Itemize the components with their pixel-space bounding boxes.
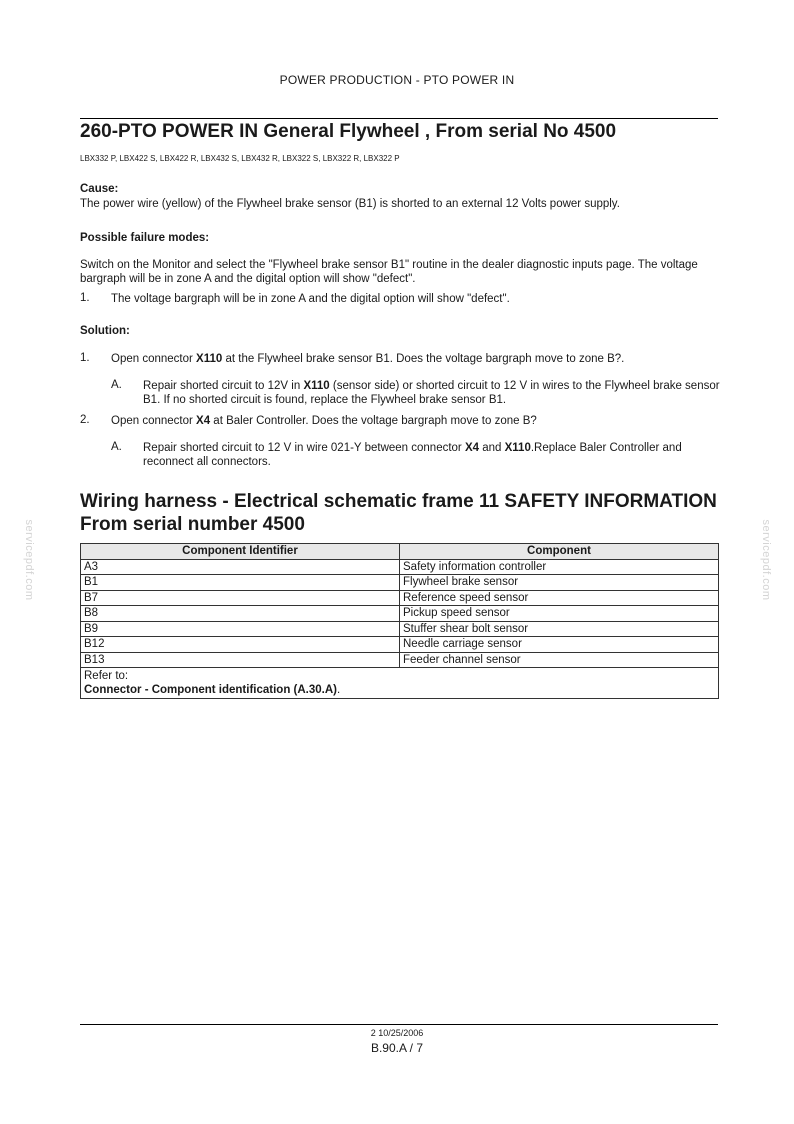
component-id-cell: B13: [81, 652, 400, 668]
connector-ref: X110: [504, 442, 531, 454]
component-name-cell: Reference speed sensor: [400, 590, 719, 606]
refer-label: Refer to:: [84, 670, 129, 682]
wiring-section-title: Wiring harness - Electrical schematic frame 11 SAFETY INFORMATION From serial number 4500: [80, 491, 717, 535]
table-row: [81, 606, 719, 622]
column-header-component: Component: [400, 544, 719, 560]
solution-step-number: 2.: [80, 414, 90, 426]
page-header-title: POWER PRODUCTION - PTO POWER IN: [279, 73, 515, 87]
header-divider: [80, 118, 718, 119]
component-name-cell: Safety information controller: [400, 559, 719, 575]
footer-page-number: B.90.A / 7: [370, 1041, 424, 1055]
refer-link[interactable]: Connector - Component identification (A.30.A): [84, 684, 337, 696]
failure-item-number: 1.: [80, 292, 90, 304]
watermark-left: servicepdf.com: [23, 519, 35, 601]
component-id-cell: B1: [81, 575, 400, 591]
watermark-right: servicepdf.com: [760, 519, 772, 601]
footer-revision: 2 10/25/2006: [370, 1028, 424, 1038]
component-name-cell: Pickup speed sensor: [400, 606, 719, 622]
table-header-row: [81, 544, 719, 560]
table-refer-row: [81, 668, 719, 699]
table-row: [81, 559, 719, 575]
failure-modes-label: Possible failure modes:: [80, 232, 210, 244]
table-row: [81, 652, 719, 668]
connector-ref: X110: [196, 353, 223, 365]
column-header-identifier: Component Identifier: [81, 544, 400, 560]
component-id-cell: B12: [81, 637, 400, 653]
solution-label: Solution:: [80, 325, 130, 337]
section-title: 260-PTO POWER IN General Flywheel , From serial No 4500: [80, 121, 617, 142]
table-row: [81, 575, 719, 591]
failure-item-text: The voltage bargraph will be in zone A and the digital option will show "defect".: [111, 293, 510, 305]
failure-modes-text: Switch on the Monitor and select the "Flywheel brake sensor B1" routine in the dealer diagnostic inputs page. The voltage bargraph will be in zone A and the digital option will show "defect".: [80, 259, 698, 285]
solution-substep-text: Repair shorted circuit to 12V in X110 (sensor side) or shorted circuit to 12 V in wires to the Flywheel brake sensor B1. If no shorted circuit is found, replace the Flywheel brake sensor B1.: [143, 380, 720, 406]
solution-step-text: Open connector X110 at the Flywheel brake sensor B1. Does the voltage bargraph move to zone B?.: [111, 353, 625, 365]
footer-divider: [80, 1024, 718, 1025]
cause-label: Cause:: [80, 183, 119, 195]
model-list: LBX332 P, LBX422 S, LBX422 R, LBX432 S, LBX432 R, LBX322 S, LBX322 R, LBX322 P: [80, 154, 400, 163]
component-id-cell: B9: [81, 621, 400, 637]
component-table: [80, 543, 719, 699]
component-name-cell: Stuffer shear bolt sensor: [400, 621, 719, 637]
solution-step-text: Open connector X4 at Baler Controller. Does the voltage bargraph move to zone B?: [111, 415, 537, 427]
refer-cell: [81, 668, 719, 699]
component-name-cell: Flywheel brake sensor: [400, 575, 719, 591]
solution-substep-letter: A.: [111, 379, 122, 391]
cause-text: The power wire (yellow) of the Flywheel brake sensor (B1) is shorted to an external 12 Volts power supply.: [80, 198, 620, 210]
component-name-cell: Feeder channel sensor: [400, 652, 719, 668]
connector-ref: X4: [464, 442, 480, 454]
solution-substep-text: Repair shorted circuit to 12 V in wire 021-Y between connector X4 and X110.Replace Baler Controller and reconnect all connectors.: [143, 442, 682, 468]
table-row: [81, 621, 719, 637]
component-id-cell: B7: [81, 590, 400, 606]
solution-substep-letter: A.: [111, 441, 122, 453]
component-id-cell: B8: [81, 606, 400, 622]
table-row: [81, 590, 719, 606]
refer-link-line: Connector - Component identification (A.30.A).: [84, 684, 341, 696]
component-id-cell: A3: [81, 559, 400, 575]
solution-step-number: 1.: [80, 352, 90, 364]
component-name-cell: Needle carriage sensor: [400, 637, 719, 653]
table-row: [81, 637, 719, 653]
connector-ref: X4: [196, 415, 211, 427]
connector-ref: X110: [303, 380, 330, 392]
